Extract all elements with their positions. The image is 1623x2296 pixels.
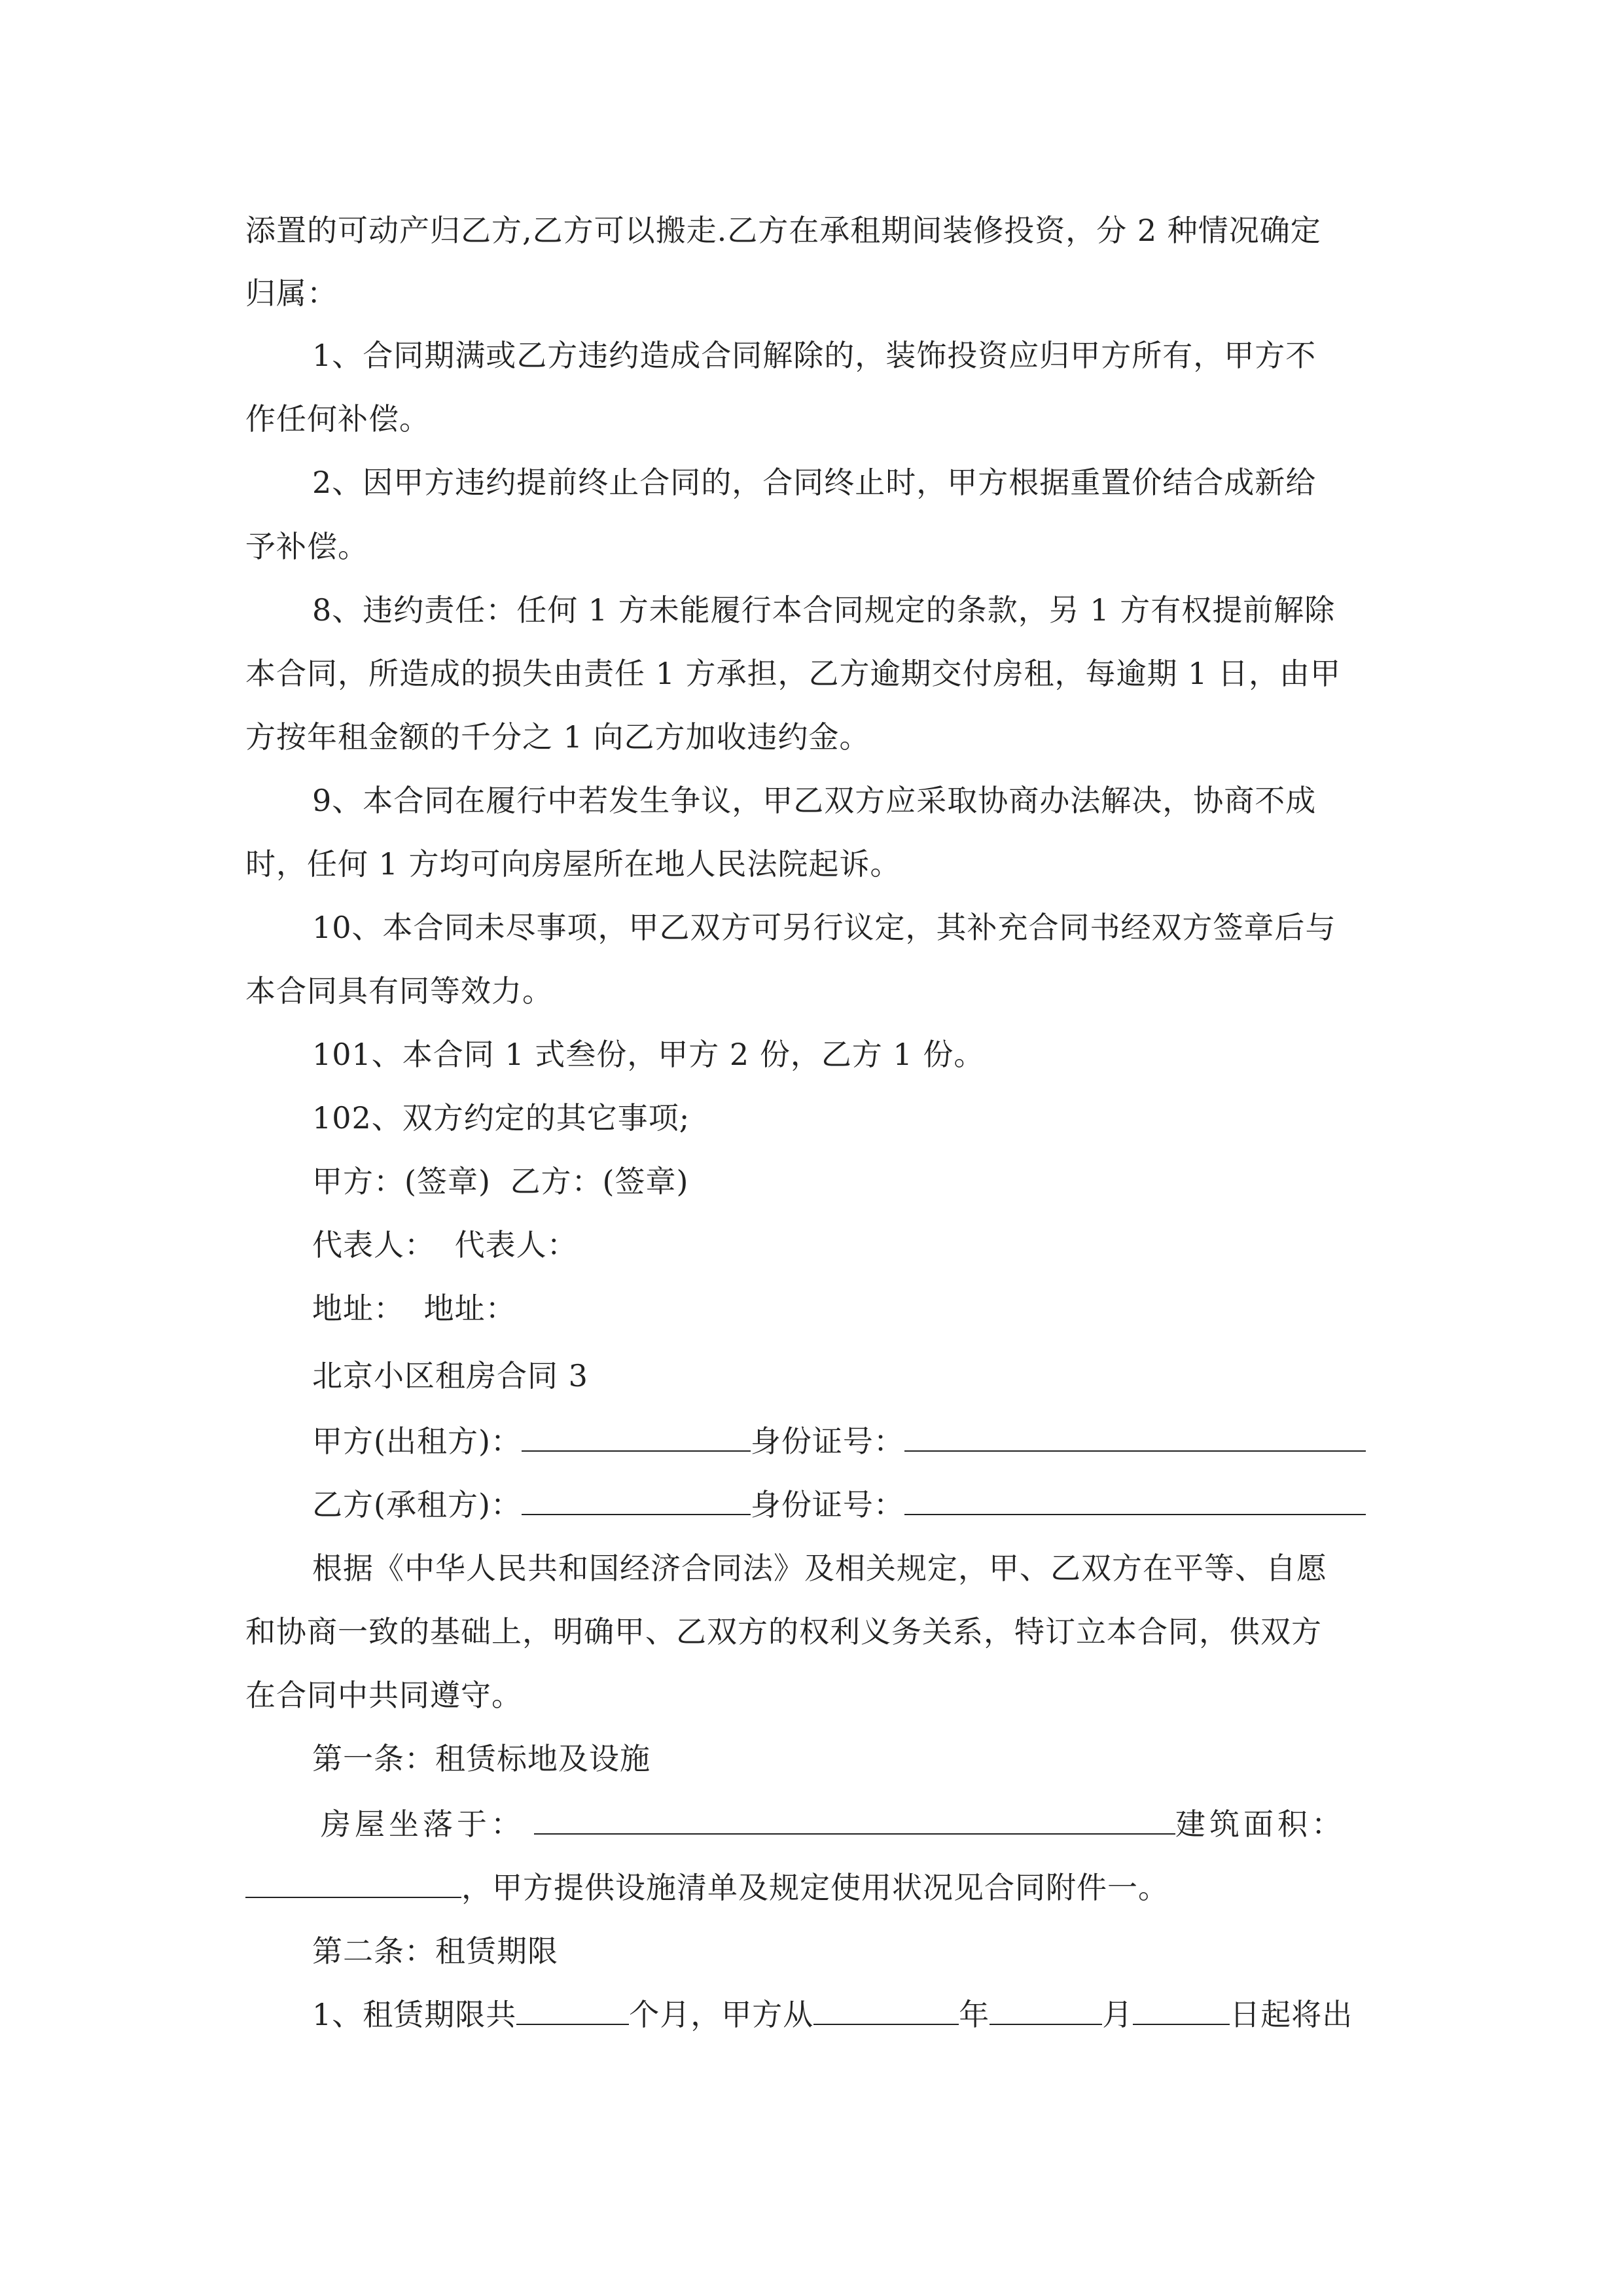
text-line: 9、本合同在履行中若发生争议，甲乙双方应采取协商办法解决，协商不成 xyxy=(312,783,1317,818)
lessor-id-blank[interactable] xyxy=(904,1422,1366,1452)
party-b-address: 地址： xyxy=(423,1291,516,1326)
lessee-id-label: 身份证号： xyxy=(750,1487,904,1522)
party-a-address: 地址： xyxy=(312,1291,404,1326)
house-location-blank[interactable] xyxy=(534,1804,1175,1835)
party-a-seal: 甲方：(签章) xyxy=(312,1164,491,1199)
term-day-blank[interactable] xyxy=(1133,1995,1230,2025)
lessee-line xyxy=(312,1485,1378,1524)
term-prefix: 1、租赁期限共 xyxy=(312,1997,517,2032)
lessor-id-label: 身份证号： xyxy=(750,1424,904,1459)
lessee-name-blank[interactable] xyxy=(522,1485,751,1515)
text-line: 本合同，所造成的损失由责任 1 方承担，乙方逾期交付房租，每逾期 1 日，由甲 xyxy=(245,656,1342,691)
text-line: 作任何补偿。 xyxy=(245,401,430,437)
lease-term-line xyxy=(312,1995,1378,2034)
text-line: 2、因甲方违约提前终止合同的，合同终止时，甲方根据重置价结合成新给 xyxy=(312,465,1317,500)
term-month-label: 月 xyxy=(1102,1997,1133,2032)
representative-line xyxy=(312,1225,1378,1265)
contract-title: 北京小区租房合同 3 xyxy=(312,1358,588,1393)
term-months-label: 个月，甲方从 xyxy=(629,1997,814,2032)
text-line: 在合同中共同遵守。 xyxy=(245,1677,522,1713)
term-year-label: 年 xyxy=(959,1997,990,2032)
facilities-line xyxy=(245,1868,1378,1907)
building-area-label: 建筑面积： xyxy=(1175,1806,1346,1842)
party-b-representative: 代表人： xyxy=(454,1227,578,1263)
text-line: 方按年租金额的千分之 1 向乙方加收违约金。 xyxy=(245,719,870,755)
lessee-id-blank[interactable] xyxy=(904,1485,1366,1515)
lessor-name-blank[interactable] xyxy=(522,1422,751,1452)
text-line: 添置的可动产归乙方,乙方可以搬走.乙方在承租期间装修投资，分 2 种情况确定 xyxy=(245,213,1321,248)
text-line: 本合同具有同等效力。 xyxy=(245,973,553,1009)
text-line: 归属： xyxy=(245,276,338,311)
term-month-blank[interactable] xyxy=(990,1995,1102,2025)
text-line: 102、双方约定的其它事项; xyxy=(312,1100,690,1136)
party-b-seal: 乙方：(签章) xyxy=(510,1164,689,1199)
article-2-title: 第二条：租赁期限 xyxy=(312,1933,558,1969)
text-line: 10、本合同未尽事项，甲乙双方可另行议定，其补充合同书经双方签章后与 xyxy=(312,910,1336,945)
text-line: 时，任何 1 方均可向房屋所在地人民法院起诉。 xyxy=(245,846,901,882)
text-line: 101、本合同 1 式叁份，甲方 2 份，乙方 1 份。 xyxy=(312,1037,985,1072)
text-line: 1、合同期满或乙方违约造成合同解除的，装饰投资应归甲方所有，甲方不 xyxy=(312,338,1317,373)
facilities-text: ，甲方提供设施清单及规定使用状况见合同附件一。 xyxy=(461,1870,1169,1905)
house-location-label: 房屋坐落于： xyxy=(321,1806,525,1842)
lessor-label: 甲方(出租方)： xyxy=(312,1424,522,1459)
lessee-label: 乙方(承租方)： xyxy=(312,1487,522,1522)
party-a-representative: 代表人： xyxy=(312,1227,435,1263)
term-year-blank[interactable] xyxy=(813,1995,959,2025)
lessor-line xyxy=(312,1422,1378,1461)
text-line: 和协商一致的基础上，明确甲、乙双方的权利义务关系，特订立本合同，供双方 xyxy=(245,1614,1322,1649)
article-1-title: 第一条：租赁标地及设施 xyxy=(312,1741,651,1776)
term-day-label: 日起将出 xyxy=(1230,1997,1353,2032)
building-area-blank[interactable] xyxy=(245,1868,461,1898)
text-line: 予补偿。 xyxy=(245,529,368,564)
house-location-line xyxy=(321,1804,1378,1844)
address-line xyxy=(312,1289,1378,1328)
signature-line xyxy=(312,1162,1378,1201)
term-months-blank[interactable] xyxy=(516,1995,629,2025)
text-line: 8、违约责任：任何 1 方未能履行本合同规定的条款，另 1 方有权提前解除 xyxy=(312,592,1336,628)
text-line: 根据《中华人民共和国经济合同法》及相关规定，甲、乙双方在平等、自愿 xyxy=(312,1551,1327,1586)
